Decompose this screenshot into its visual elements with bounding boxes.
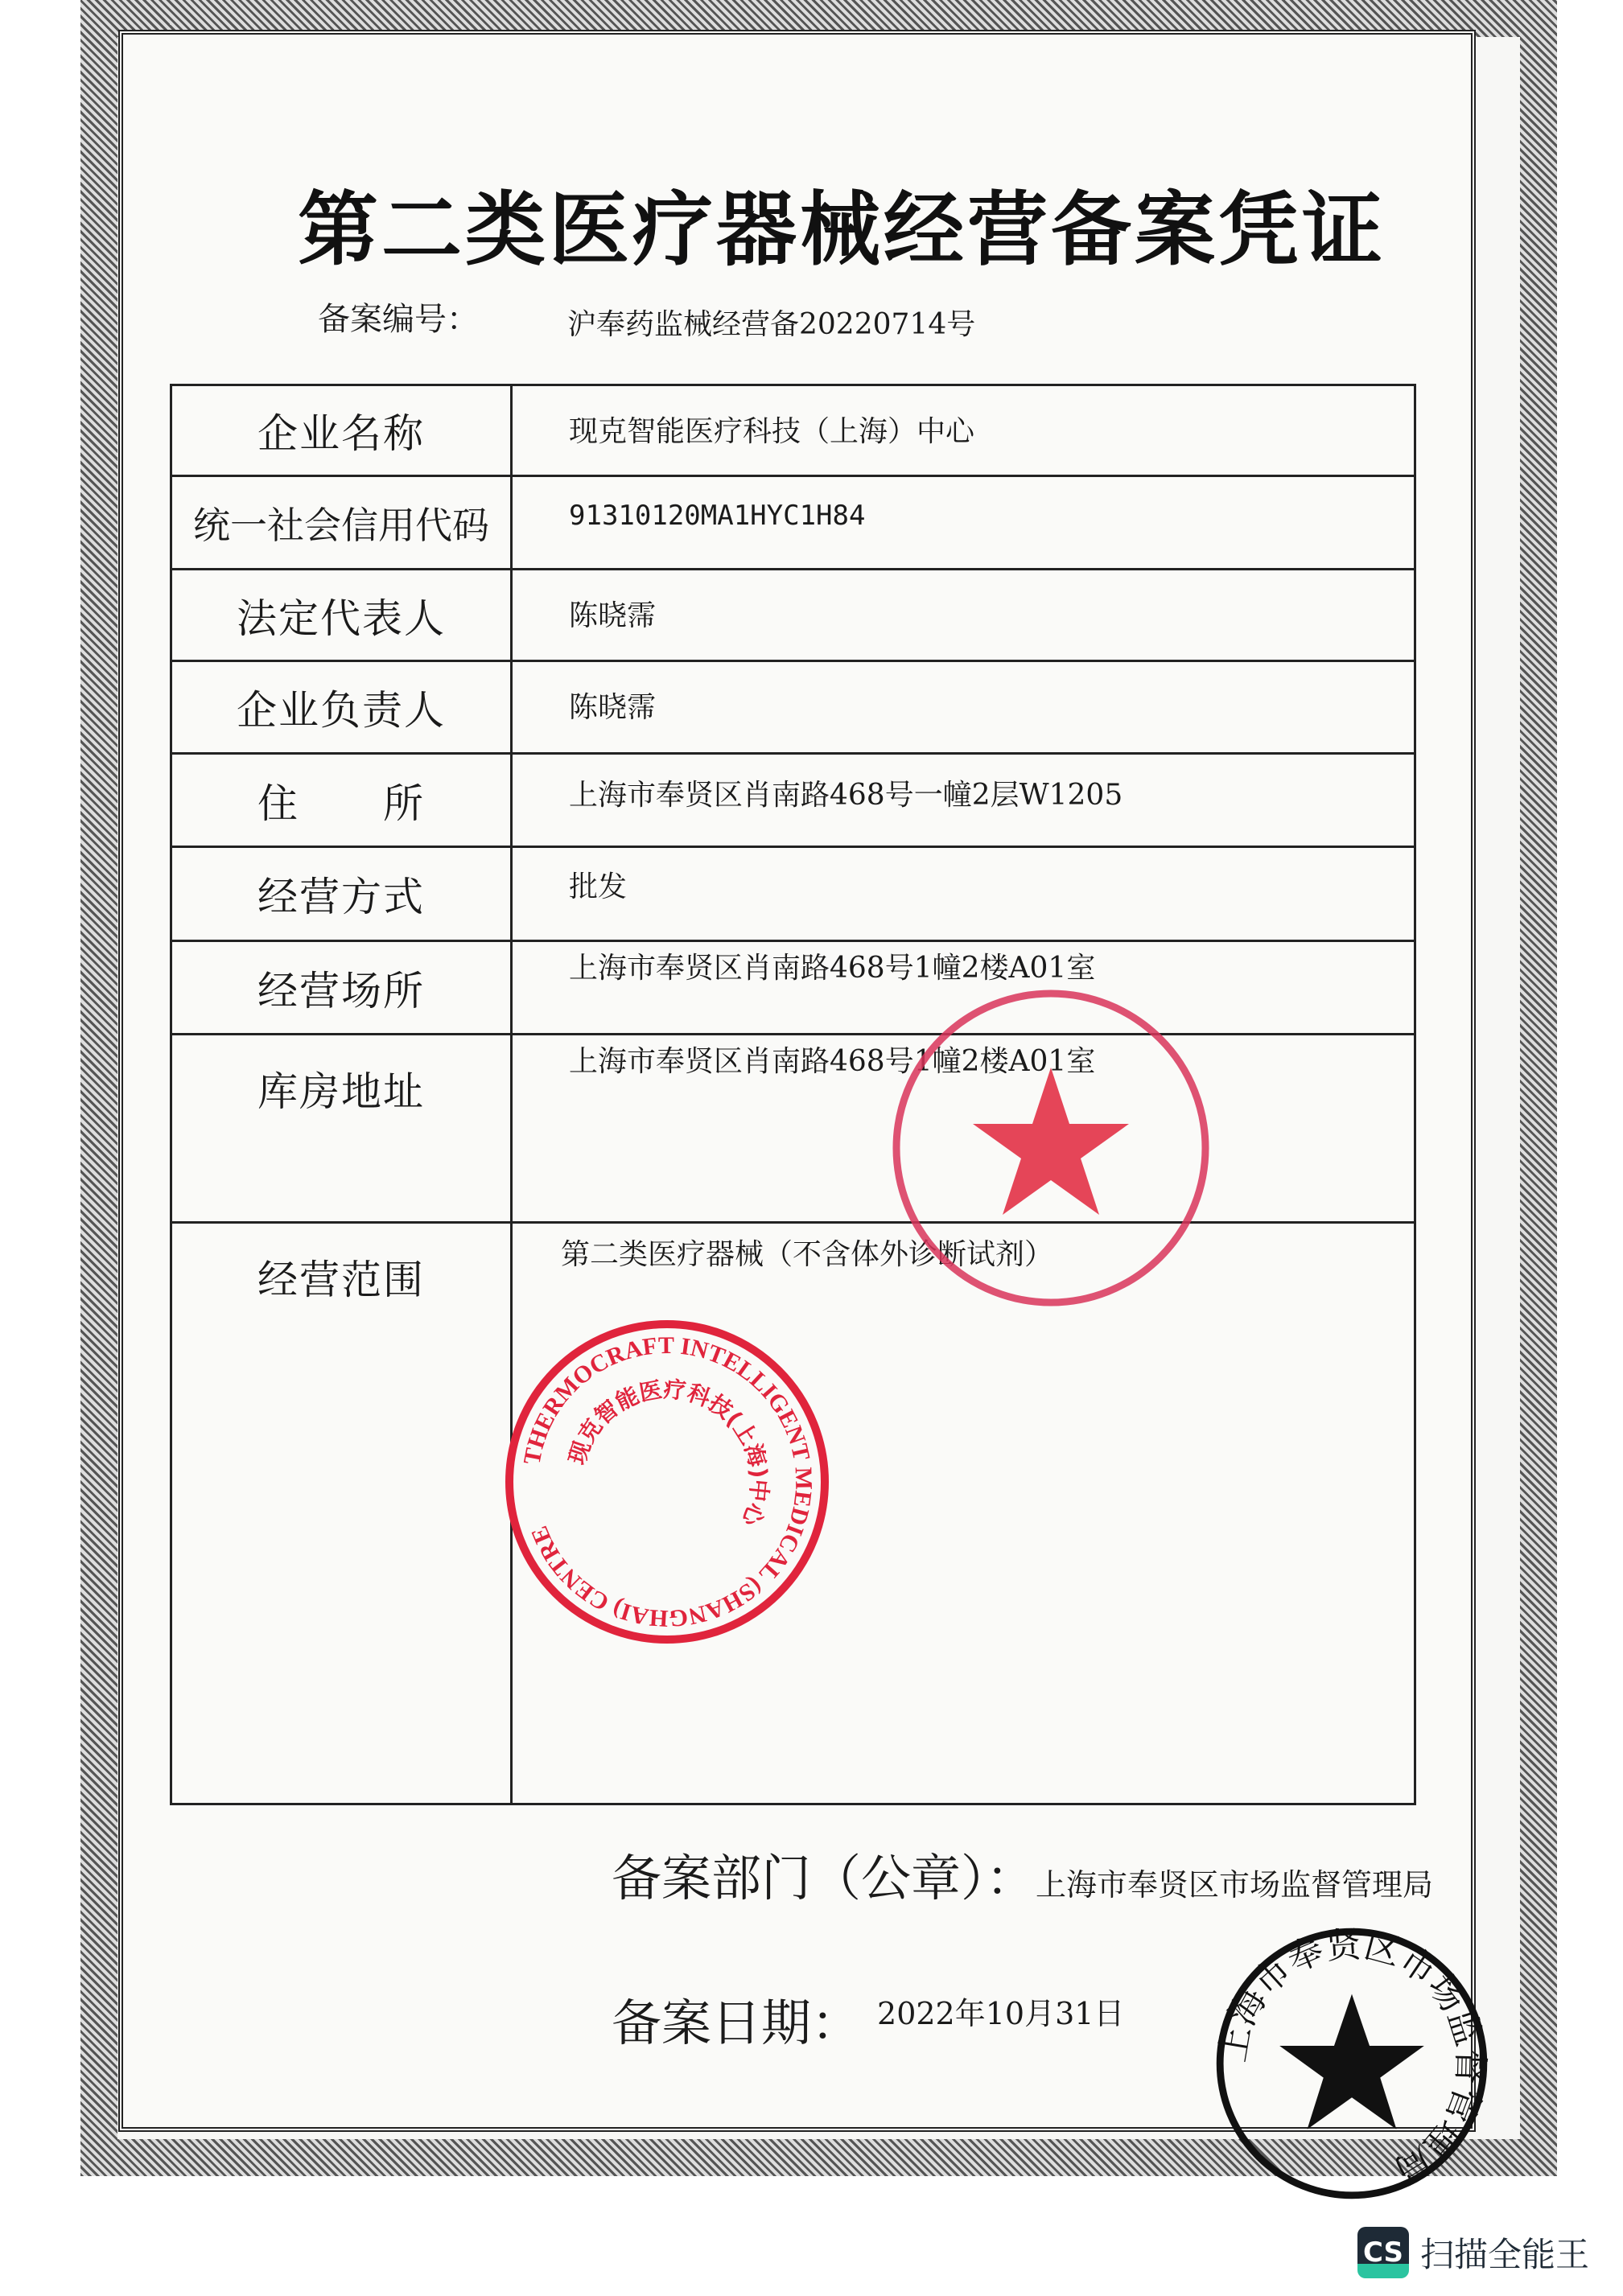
row-label: 法定代表人 xyxy=(171,570,512,661)
scanner-watermark xyxy=(1357,2227,1589,2278)
certificate-title: 第二类医疗器械经营备案凭证 xyxy=(298,182,1386,277)
filing-department xyxy=(612,1838,1433,1910)
table-row xyxy=(171,385,1415,476)
table-row xyxy=(171,661,1415,754)
row-value: 现克智能医疗科技（上海）中心 xyxy=(512,385,1415,476)
camscanner-logo: CS xyxy=(1357,2227,1409,2278)
row-label: 住 所 xyxy=(171,754,512,847)
table-row xyxy=(171,754,1415,847)
row-label: 统一社会信用代码 xyxy=(171,476,512,570)
row-label: 企业名称 xyxy=(171,385,512,476)
filing-department-value: 上海市奉贤区市场监督管理局 xyxy=(1036,1867,1434,1903)
table-row xyxy=(171,570,1415,661)
table-row xyxy=(171,847,1415,941)
filing-date-value: 2022年10月31日 xyxy=(877,1996,1125,2031)
row-label: 经营方式 xyxy=(171,847,512,941)
registration-number-value: 沪奉药监械经营备20220714号 xyxy=(567,308,976,341)
bleed-through-stamp xyxy=(890,987,1212,1309)
row-label: 库房地址 xyxy=(171,1035,512,1223)
star-icon xyxy=(1279,1994,1424,2129)
row-value: 上海市奉贤区肖南路468号1幢2楼A01室 xyxy=(512,1035,1415,1223)
official-seal-text: 上海市奉贤区市场监督管理局 xyxy=(1212,1924,1491,2191)
registration-number-label: 备案编号： xyxy=(318,301,479,338)
filing-date-label: 备案日期： xyxy=(612,1994,862,2052)
row-value: 第二类医疗器械（不含体外诊断试剂） xyxy=(512,1223,1415,1804)
svg-text:现克智能医疗科技(上海)中心 xyxy=(563,1376,772,1530)
row-value: 上海市奉贤区肖南路468号1幢2楼A01室 xyxy=(512,941,1415,1035)
filing-department-label: 备案部门（公章）： xyxy=(612,1849,1036,1907)
table-row xyxy=(171,941,1415,1035)
seal-english-text: THERMOCRAFT INTELLIGENT MEDICAL (SHANGHAI) CENTRE xyxy=(518,1331,818,1632)
company-seal xyxy=(505,1319,830,1644)
registration-number xyxy=(318,294,976,341)
table-row xyxy=(171,1035,1415,1223)
row-label: 企业负责人 xyxy=(171,661,512,754)
row-value: 91310120MA1HYC1H84 xyxy=(512,476,1415,570)
row-value: 陈晓霈 xyxy=(512,661,1415,754)
row-value: 陈晓霈 xyxy=(512,570,1415,661)
filing-date xyxy=(612,1983,1124,2055)
row-value: 批发 xyxy=(512,847,1415,941)
row-label: 经营场所 xyxy=(171,941,512,1035)
row-value: 上海市奉贤区肖南路468号一幢2层W1205 xyxy=(512,754,1415,847)
camscanner-name: 扫描全能王 xyxy=(1420,2235,1590,2274)
official-seal xyxy=(1212,1924,1491,2200)
row-label: 经营范围 xyxy=(171,1223,512,1804)
seal-chinese-text: 现克智能医疗科技(上海)中心 xyxy=(563,1376,773,1530)
table-row xyxy=(171,476,1415,570)
star-icon xyxy=(973,1068,1129,1215)
